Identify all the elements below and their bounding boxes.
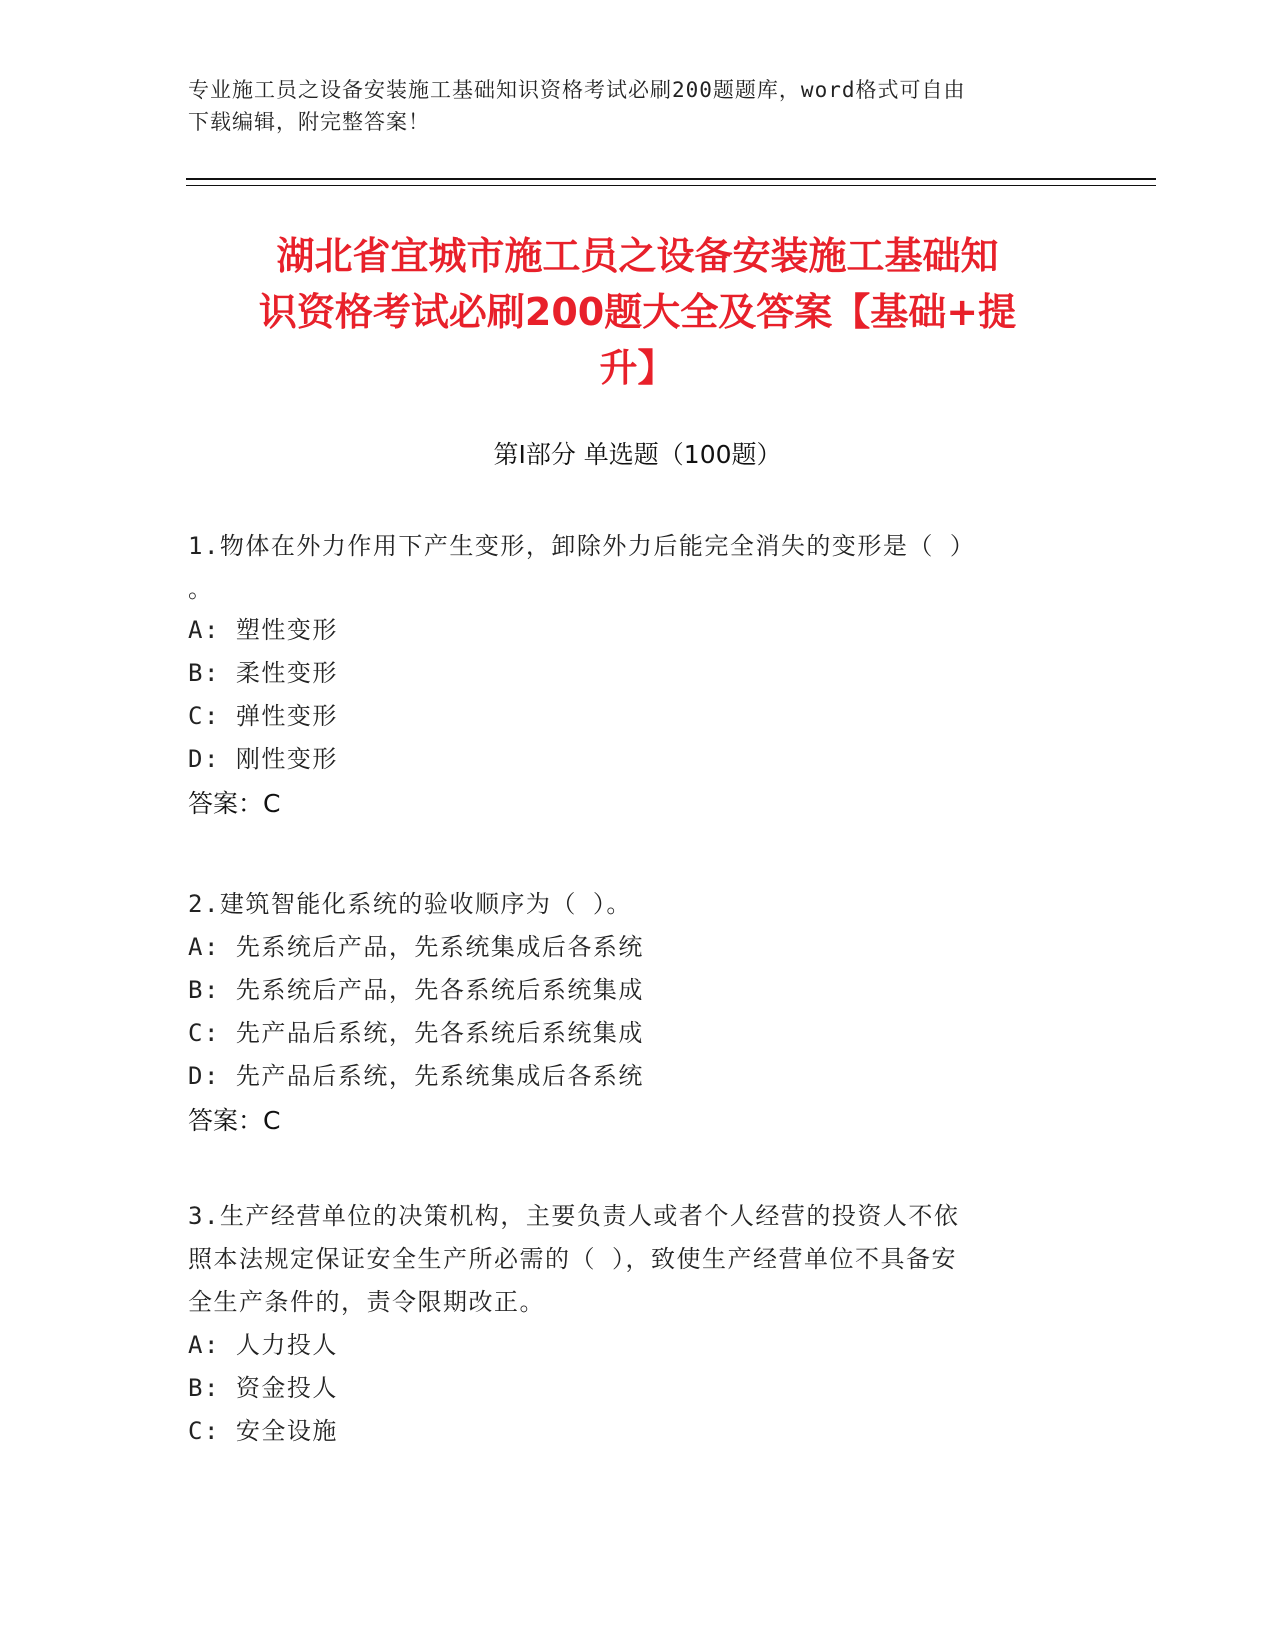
question-stem: 全生产条件的，责令限期改正。: [188, 1288, 545, 1316]
option-a: A: 塑性变形: [188, 616, 338, 644]
header-note-line: 下载编辑，附完整答案！: [188, 110, 430, 134]
question-3: [188, 1195, 1108, 1453]
question-stem: 。: [188, 575, 214, 603]
option-b: B: 资金投人: [188, 1374, 338, 1402]
option-a: A: 先系统后产品，先系统集成后各系统: [188, 933, 644, 961]
option-c: C: 弹性变形: [188, 702, 338, 730]
header-divider-thick: [186, 178, 1156, 180]
question-2: [188, 883, 1108, 1144]
title-line: 湖北省宜城市施工员之设备安装施工基础知: [276, 234, 999, 278]
question-stem: 3.生产经营单位的决策机构，主要负责人或者个人经营的投资人不依: [188, 1202, 960, 1230]
title-line: 升】: [599, 346, 676, 390]
option-d: D: 刚性变形: [188, 745, 338, 773]
question-stem: 1.物体在外力作用下产生变形，卸除外力后能完全消失的变形是（ ）: [188, 532, 976, 560]
option-a: A: 人力投人: [188, 1331, 338, 1359]
option-d: D: 先产品后系统，先系统集成后各系统: [188, 1062, 644, 1090]
option-c: C: 安全设施: [188, 1417, 338, 1445]
section-heading: 第Ⅰ部分 单选题（100题）: [493, 440, 782, 469]
option-b: B: 柔性变形: [188, 659, 338, 687]
document-title: [175, 228, 1100, 396]
header-note: [188, 74, 1088, 138]
question-stem: 照本法规定保证安全生产所必需的（ ），致使生产经营单位不具备安: [188, 1245, 957, 1273]
question-stem: 2.建筑智能化系统的验收顺序为（ ）。: [188, 890, 632, 918]
option-b: B: 先系统后产品，先各系统后系统集成: [188, 976, 644, 1004]
header-divider-thin: [186, 185, 1156, 186]
option-c: C: 先产品后系统，先各系统后系统集成: [188, 1019, 644, 1047]
answer: 答案：C: [188, 1106, 281, 1135]
title-line: 识资格考试必刷200题大全及答案【基础+提: [258, 290, 1017, 334]
header-note-line: 专业施工员之设备安装施工基础知识资格考试必刷200题题库，word格式可自由: [188, 78, 966, 102]
answer: 答案：C: [188, 789, 281, 818]
question-1: [188, 523, 1108, 827]
